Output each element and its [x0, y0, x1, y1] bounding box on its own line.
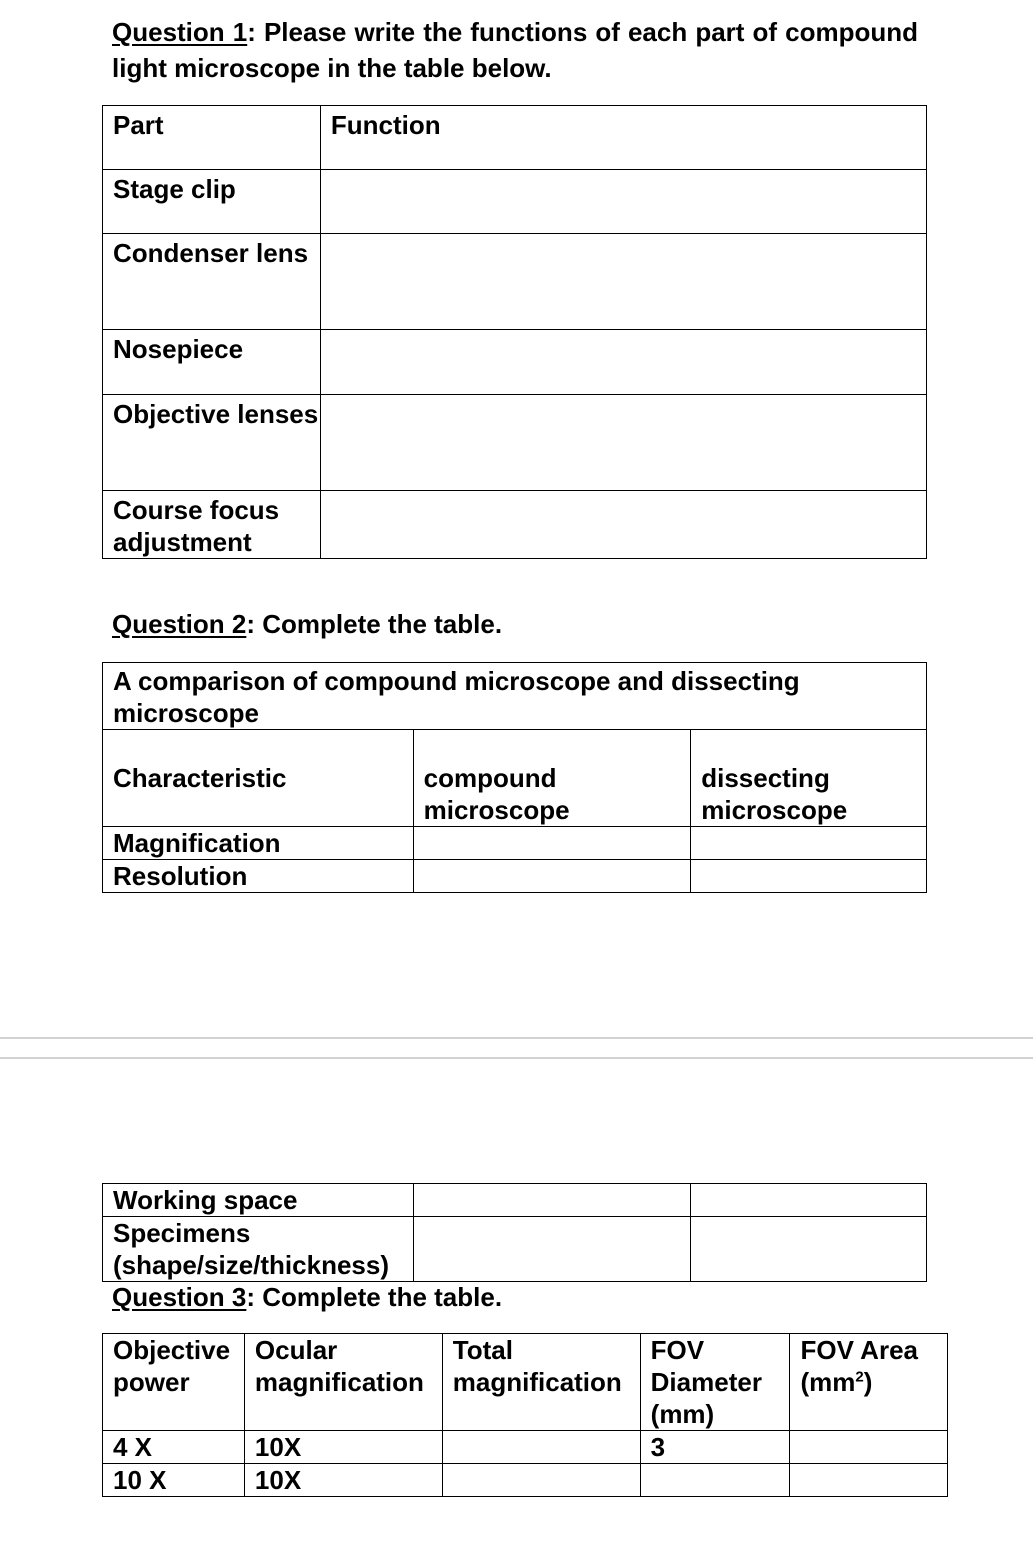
dissecting-cell[interactable] — [691, 827, 927, 860]
header-dissecting-microscope: dissecting microscope — [691, 730, 927, 827]
fov-diameter-cell[interactable] — [640, 1464, 790, 1497]
characteristic-cell: Working space — [103, 1184, 414, 1217]
function-cell[interactable] — [320, 395, 926, 491]
compound-cell[interactable] — [413, 1184, 690, 1217]
table-row — [103, 827, 927, 860]
table-row — [103, 1184, 927, 1217]
page-divider — [0, 1057, 1033, 1059]
dissecting-cell[interactable] — [691, 860, 927, 893]
table-row — [103, 234, 927, 330]
question-1-label: Question 1 — [112, 17, 248, 47]
header-characteristic: Characteristic — [103, 730, 414, 827]
microscope-comparison-table — [102, 662, 927, 893]
question-3-label: Question 3 — [112, 1282, 247, 1312]
table-row — [103, 491, 927, 559]
table-header-row — [103, 106, 927, 170]
microscope-parts-table — [102, 105, 927, 559]
question-1-heading — [112, 14, 918, 86]
total-cell[interactable] — [442, 1464, 640, 1497]
table-row — [103, 395, 927, 491]
characteristic-cell: Specimens (shape/size/thickness) — [103, 1217, 414, 1282]
part-cell: Nosepiece — [103, 330, 321, 395]
header-fov-area — [790, 1334, 948, 1431]
table-row — [103, 1431, 948, 1464]
question-2-heading — [112, 606, 502, 642]
characteristic-cell: Resolution — [103, 860, 414, 893]
table-row — [103, 860, 927, 893]
compound-cell[interactable] — [413, 1217, 690, 1282]
magnification-fov-table — [102, 1333, 948, 1497]
question-2-text: : Complete the table. — [246, 609, 503, 639]
question-1-text: : Please write the functions of each part of compound light microscope in the table below. — [112, 17, 919, 83]
header-objective-power: Objective power — [103, 1334, 245, 1431]
function-cell[interactable] — [320, 491, 926, 559]
comparison-table-title: A comparison of compound microscope and dissecting microscope — [103, 663, 927, 730]
function-cell[interactable] — [320, 330, 926, 395]
objective-cell: 10 X — [103, 1464, 245, 1497]
question-3-text: : Complete the table. — [246, 1282, 503, 1312]
microscope-comparison-table-continued — [102, 1183, 927, 1282]
question-3-heading — [112, 1279, 502, 1315]
characteristic-cell: Magnification — [103, 827, 414, 860]
compound-cell[interactable] — [413, 827, 691, 860]
table-row — [103, 170, 927, 234]
part-cell: Course focus adjustment — [103, 491, 321, 559]
fov-area-superscript: 2 — [855, 1368, 864, 1386]
table-header-row — [103, 730, 927, 827]
table-title-row — [103, 663, 927, 730]
fov-area-suffix: ) — [863, 1367, 873, 1397]
table-header-row — [103, 1334, 948, 1431]
function-cell[interactable] — [320, 234, 926, 330]
function-cell[interactable] — [320, 170, 926, 234]
fov-diameter-cell: 3 — [640, 1431, 790, 1464]
ocular-cell: 10X — [244, 1431, 442, 1464]
fov-area-prefix: FOV Area (mm — [800, 1335, 918, 1397]
table-row — [103, 1464, 948, 1497]
dissecting-cell[interactable] — [691, 1184, 927, 1217]
fov-area-cell[interactable] — [790, 1464, 948, 1497]
table-row — [103, 1217, 927, 1282]
part-cell: Stage clip — [103, 170, 321, 234]
compound-cell[interactable] — [413, 860, 691, 893]
total-cell[interactable] — [442, 1431, 640, 1464]
ocular-cell: 10X — [244, 1464, 442, 1497]
fov-area-cell[interactable] — [790, 1431, 948, 1464]
part-cell: Condenser lens — [103, 234, 321, 330]
part-cell: Objective lenses — [103, 395, 321, 491]
dissecting-cell[interactable] — [691, 1217, 927, 1282]
page-divider — [0, 1037, 1033, 1039]
table-row — [103, 330, 927, 395]
header-compound-microscope: compound microscope — [413, 730, 691, 827]
header-fov-diameter: FOV Diameter (mm) — [640, 1334, 790, 1431]
header-function: Function — [320, 106, 926, 170]
question-2-label: Question 2 — [112, 609, 247, 639]
objective-cell: 4 X — [103, 1431, 245, 1464]
header-total-magnification: Total magnification — [442, 1334, 640, 1431]
header-ocular-magnification: Ocular magnification — [244, 1334, 442, 1431]
header-part: Part — [103, 106, 321, 170]
